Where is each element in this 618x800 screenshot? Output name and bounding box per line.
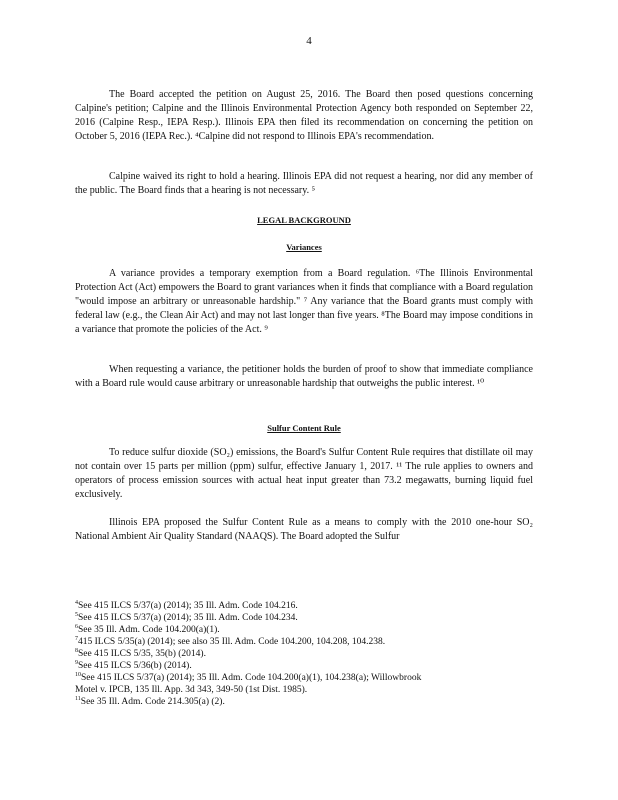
footnote-10-continued: Motel v. IPCB, 135 Ill. App. 3d 343, 349-50 (1st Dist. 1985). xyxy=(75,685,308,695)
footnote-4: $^4$See 415 ILCS 5/37(a) (2014); 35 Ill. Adm. Code 104.216. xyxy=(75,599,298,611)
paragraph-sulfur-rule: To reduce sulfur dioxide (SO₂) emissions, the Board's Sulfur Content Rule requires that distillate oil may not contain over 15 parts per million (ppm) sulfur, effective January 1, 2017. ¹¹ The rule applies to owners and operators of process emission sources with actual heat input greater than 73.2 megawatts, burning liquid fuel exclusively. xyxy=(75,447,533,500)
footnote-5: $^5$See 415 ILCS 5/37(a) (2014); 35 Ill. Adm. Code 104.234. xyxy=(75,611,298,623)
paragraph-procedural-history: The Board accepted the petition on August 25, 2016. The Board then posed questions concerning Calpine's petition; Calpine and the Illinois Environmental Protection Agency both responded on September 22, 2016 (Calpine Resp., IEPA Resp.). Illinois EPA then filed its recommendation on concerning the petition on October 5, 2016 (IEPA Rec.). ⁴Calpine did not respond to Illinois EPA's recommendation. xyxy=(75,89,533,142)
footnote-10: $^{10}$See 415 ILCS 5/37(a) (2014); 35 Ill. Adm. Code 104.200(a)(1), 104.238(a); Willowbrook xyxy=(75,671,422,683)
paragraph-variance-definition: A variance provides a temporary exemption from a Board regulation. ⁶The Illinois Environmental Protection Act (Act) empowers the Board to grant variances when it finds that compliance with a Board regulation "would impose an arbitrary or unreasonable hardship." ⁷ Any variance that the Board grants must comply with federal law (e.g., the Clean Air Act) and may not last longer than five years. ⁸The Board may impose conditions in a variance that promote the policies of the Act. ⁹ xyxy=(75,268,533,335)
footnote-9: $^9$See 415 ILCS 5/36(b) (2014). xyxy=(75,659,192,671)
footnote-7: $^7$415 ILCS 5/35(a) (2014); see also 35 Ill. Adm. Code 104.200, 104.208, 104.238. xyxy=(75,635,386,647)
page-number: 4 xyxy=(306,35,312,47)
heading-variances: Variances xyxy=(286,242,322,252)
heading-sulfur-content-rule: Sulfur Content Rule xyxy=(267,423,341,433)
footnote-8: $^8$See 415 ILCS 5/35, 35(b) (2014). xyxy=(75,647,206,659)
footnotes xyxy=(75,600,533,708)
footnote-6: $^6$See 35 Ill. Adm. Code 104.200(a)(1). xyxy=(75,623,220,635)
paragraph-hearing-waiver: Calpine waived its right to hold a hearing. Illinois EPA did not request a hearing, nor did any member of the public. The Board finds that a hearing is not necessary. ⁵ xyxy=(75,171,533,196)
paragraph-burden-of-proof: When requesting a variance, the petitioner holds the burden of proof to show that immediate compliance with a Board rule would cause arbitrary or unreasonable hardship that outweighs the public interest. ¹⁰ xyxy=(75,364,533,389)
footnote-11: $^{11}$See 35 Ill. Adm. Code 214.305(a) (2). xyxy=(75,695,225,707)
heading-legal-background: LEGAL BACKGROUND xyxy=(257,215,351,225)
paragraph-naaqs: Illinois EPA proposed the Sulfur Content Rule as a means to comply with the 2010 one-hour SO₂ National Ambient Air Quality Standard (NAAQS). The Board adopted the Sulfur xyxy=(75,517,533,542)
